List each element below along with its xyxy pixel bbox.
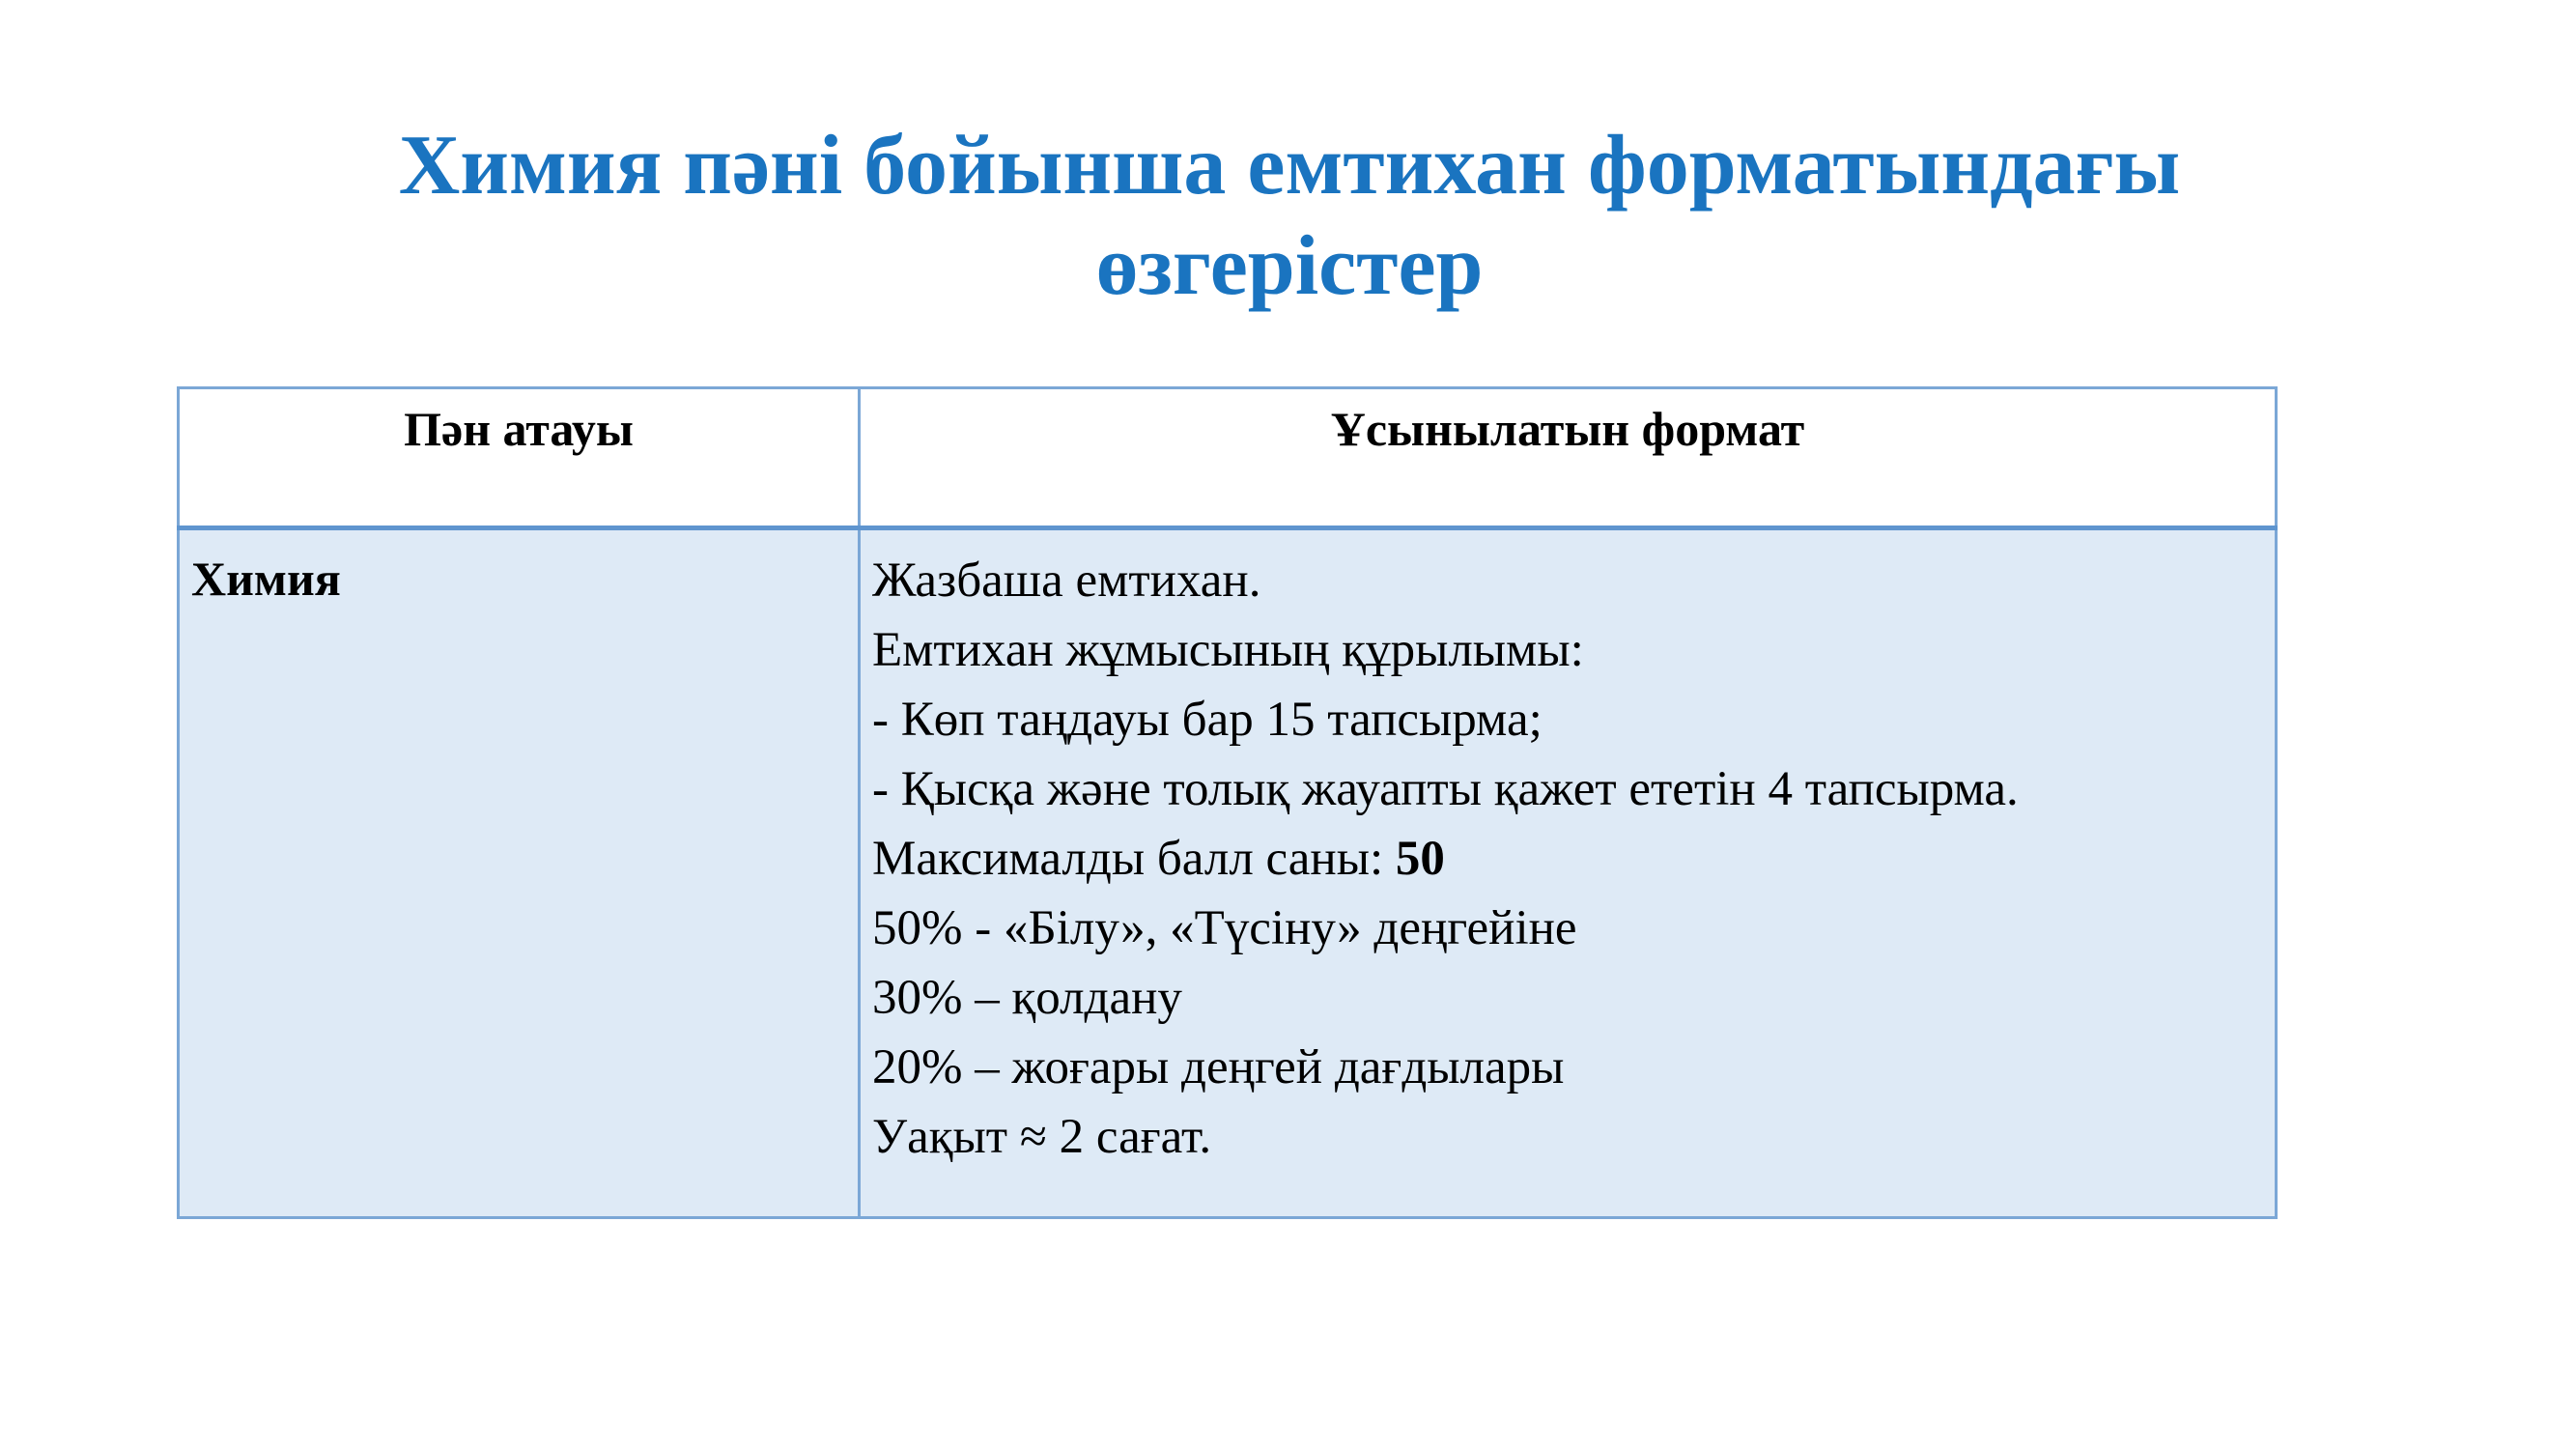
- format-line-higher-skills-share: 20% – жоғары деңгей дағдылары: [872, 1040, 1565, 1094]
- max-score-value: 50: [1395, 832, 1445, 886]
- table-row: [179, 528, 2277, 1218]
- format-line-duration: Уақыт ≈ 2 сағат.: [872, 1110, 1212, 1164]
- exam-format-table: [177, 386, 2278, 1219]
- format-cell: [860, 528, 2277, 1218]
- slide-title: Химия пәні бойынша емтихан форматындағы өзгерістер: [398, 119, 2181, 313]
- format-line-open-answer: - Қысқа және толық жауапты қажет ететін 4 тапсырма.: [872, 762, 2019, 816]
- header-subject-name: Пән атауы: [179, 388, 860, 528]
- table-header-row: [179, 388, 2277, 528]
- format-line-knowledge-share: 50% - «Білу», «Түсіну» деңгейіне: [872, 901, 1577, 955]
- format-line-max-score: [872, 824, 2263, 894]
- format-line-application-share: 30% – қолдану: [872, 971, 1182, 1025]
- max-score-label: Максималды балл саны:: [872, 832, 1396, 886]
- format-line-multiple-choice: - Көп таңдауы бар 15 тапсырма;: [872, 693, 1543, 747]
- format-line-structure-heading: Емтихан жұмысының құрылымы:: [872, 623, 1584, 677]
- subject-cell: Химия: [179, 528, 860, 1218]
- format-line-exam-type: Жазбаша емтихан.: [872, 554, 1261, 608]
- header-proposed-format: Ұсынылатын формат: [860, 388, 2277, 528]
